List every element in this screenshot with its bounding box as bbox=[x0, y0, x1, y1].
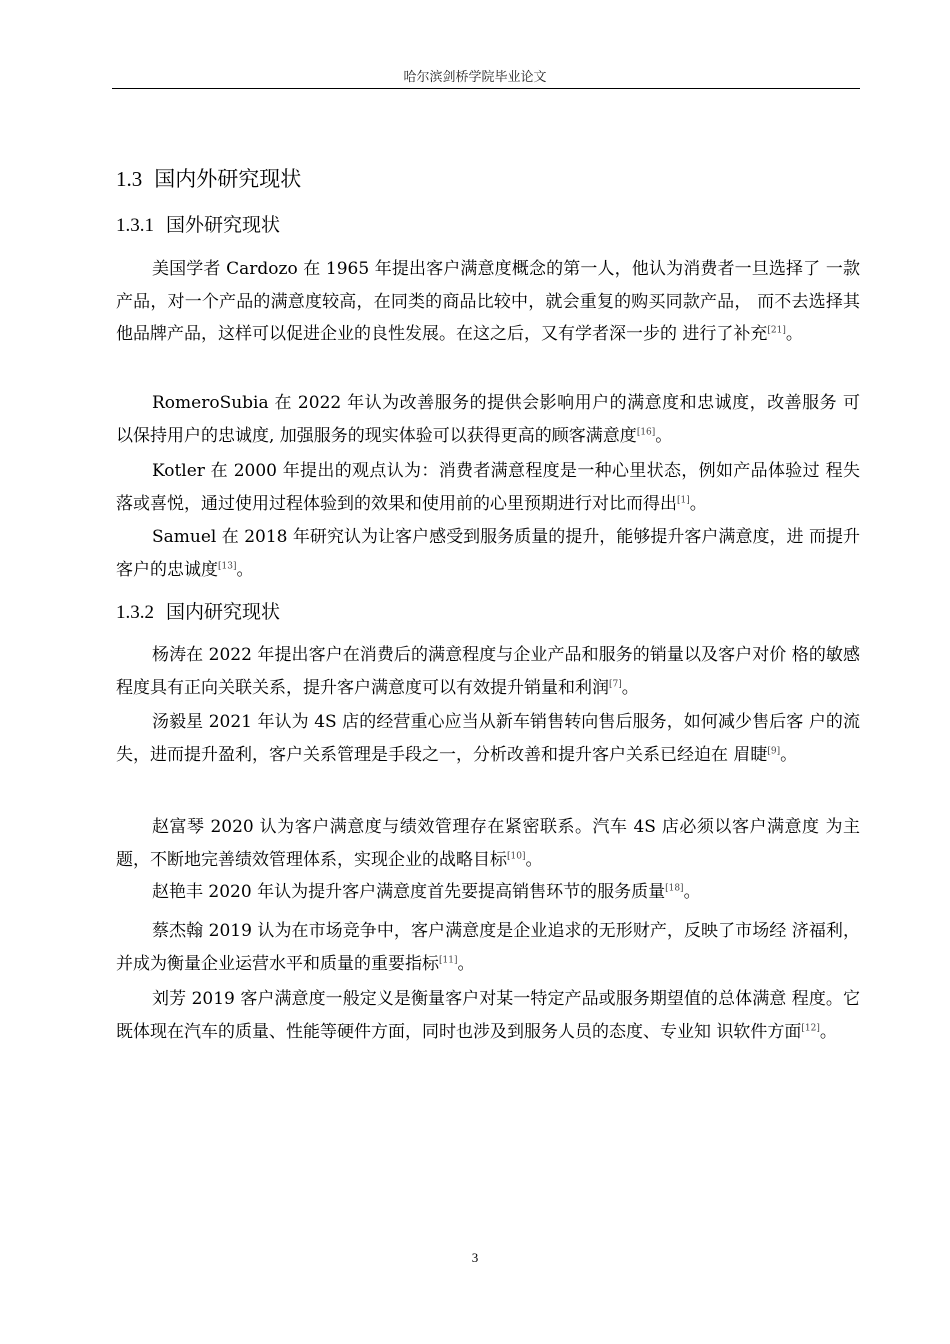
subsection-number: 1.3.1 bbox=[116, 215, 154, 236]
citation: [12] bbox=[801, 1022, 820, 1033]
citation: [10] bbox=[507, 850, 526, 861]
subsection-heading-domestic bbox=[116, 597, 280, 624]
citation: [16] bbox=[636, 426, 656, 437]
paragraph: 杨涛在 2022 年提出客户在消费后的满意程度与企业产品和服务的销量以及客户对价 格的敏感程度具有正向关联关系，提升客户满意度可以有效提升销量和利润[7]。 bbox=[116, 645, 860, 698]
citation: [1] bbox=[677, 494, 690, 505]
page-number: 3 bbox=[471, 1250, 479, 1265]
paragraph: RomeroSubia 在 2022 年认为改善服务的提供会影响用户的满意度和忠诚度，改善服务 可以保持用户的忠诚度, 加强服务的现实体验可以获得更高的顾客满意度[16]。 bbox=[116, 393, 860, 446]
paragraph: 美国学者 Cardozo 在 1965 年提出客户满意度概念的第一人，他认为消费者一旦选择了 一款产品，对一个产品的满意度较高，在同类的商品比较中，就会重复的购买同款产品， 而不去选择其他品牌产品，这样可以促进企业的良性发展。在这之后，又有学者深一步的 进行了补充[21]。 bbox=[116, 259, 860, 344]
subsection-title: 国内研究现状 bbox=[166, 601, 281, 623]
paragraph: 汤毅星 2021 年认为 4S 店的经营重心应当从新车销售转向售后服务，如何减少售后客 户的流失，进而提升盈利，客户关系管理是手段之一，分析改善和提升客户关系已经迫在 眉睫[9]。 bbox=[116, 712, 860, 765]
header-divider bbox=[112, 88, 860, 89]
citation: [18] bbox=[665, 883, 684, 894]
paragraph: Samuel 在 2018 年研究认为让客户感受到服务质量的提升，能够提升客户满意度，进 而提升客户的忠诚度[13]。 bbox=[116, 527, 860, 580]
citation: [9] bbox=[767, 745, 781, 756]
paragraph: 赵艳丰 2020 年认为提升客户满意度首先要提高销售环节的服务质量[18]。 bbox=[152, 882, 701, 902]
paragraph: 刘芳 2019 客户满意度一般定义是衡量客户对某一特定产品或服务期望值的总体满意 程度。它既体现在汽车的质量、性能等硬件方面，同时也涉及到服务人员的态度、专业知 识软件方面[12]。 bbox=[116, 989, 860, 1042]
citation: [21] bbox=[767, 325, 786, 336]
section-title: 国内外研究现状 bbox=[154, 167, 302, 191]
subsection-heading-foreign bbox=[116, 210, 280, 237]
citation: [11] bbox=[439, 954, 458, 965]
citation: [7] bbox=[609, 678, 622, 689]
section-heading bbox=[116, 163, 301, 193]
subsection-title: 国外研究现状 bbox=[166, 214, 281, 236]
section-number: 1.3 bbox=[116, 167, 143, 191]
paragraph: Kotler 在 2000 年提出的观点认为：消费者满意程度是一种心里状态，例如产品体验过 程失落或喜悦，通过使用过程体验到的效果和使用前的心里预期进行对比而得出[1]。 bbox=[116, 461, 860, 514]
running-header: 哈尔滨剑桥学院毕业论文 bbox=[403, 70, 547, 85]
paragraph: 赵富琴 2020 认为客户满意度与绩效管理存在紧密联系。汽车 4S 店必须以客户满意度 为主题，不断地完善绩效管理体系，实现企业的战略目标[10]。 bbox=[116, 817, 860, 870]
paragraph: 蔡杰翰 2019 认为在市场竞争中，客户满意度是企业追求的无形财产，反映了市场经 济福利，并成为衡量企业运营水平和质量的重要指标[11]。 bbox=[116, 921, 860, 974]
subsection-number: 1.3.2 bbox=[116, 602, 154, 623]
citation: [13] bbox=[218, 560, 237, 571]
